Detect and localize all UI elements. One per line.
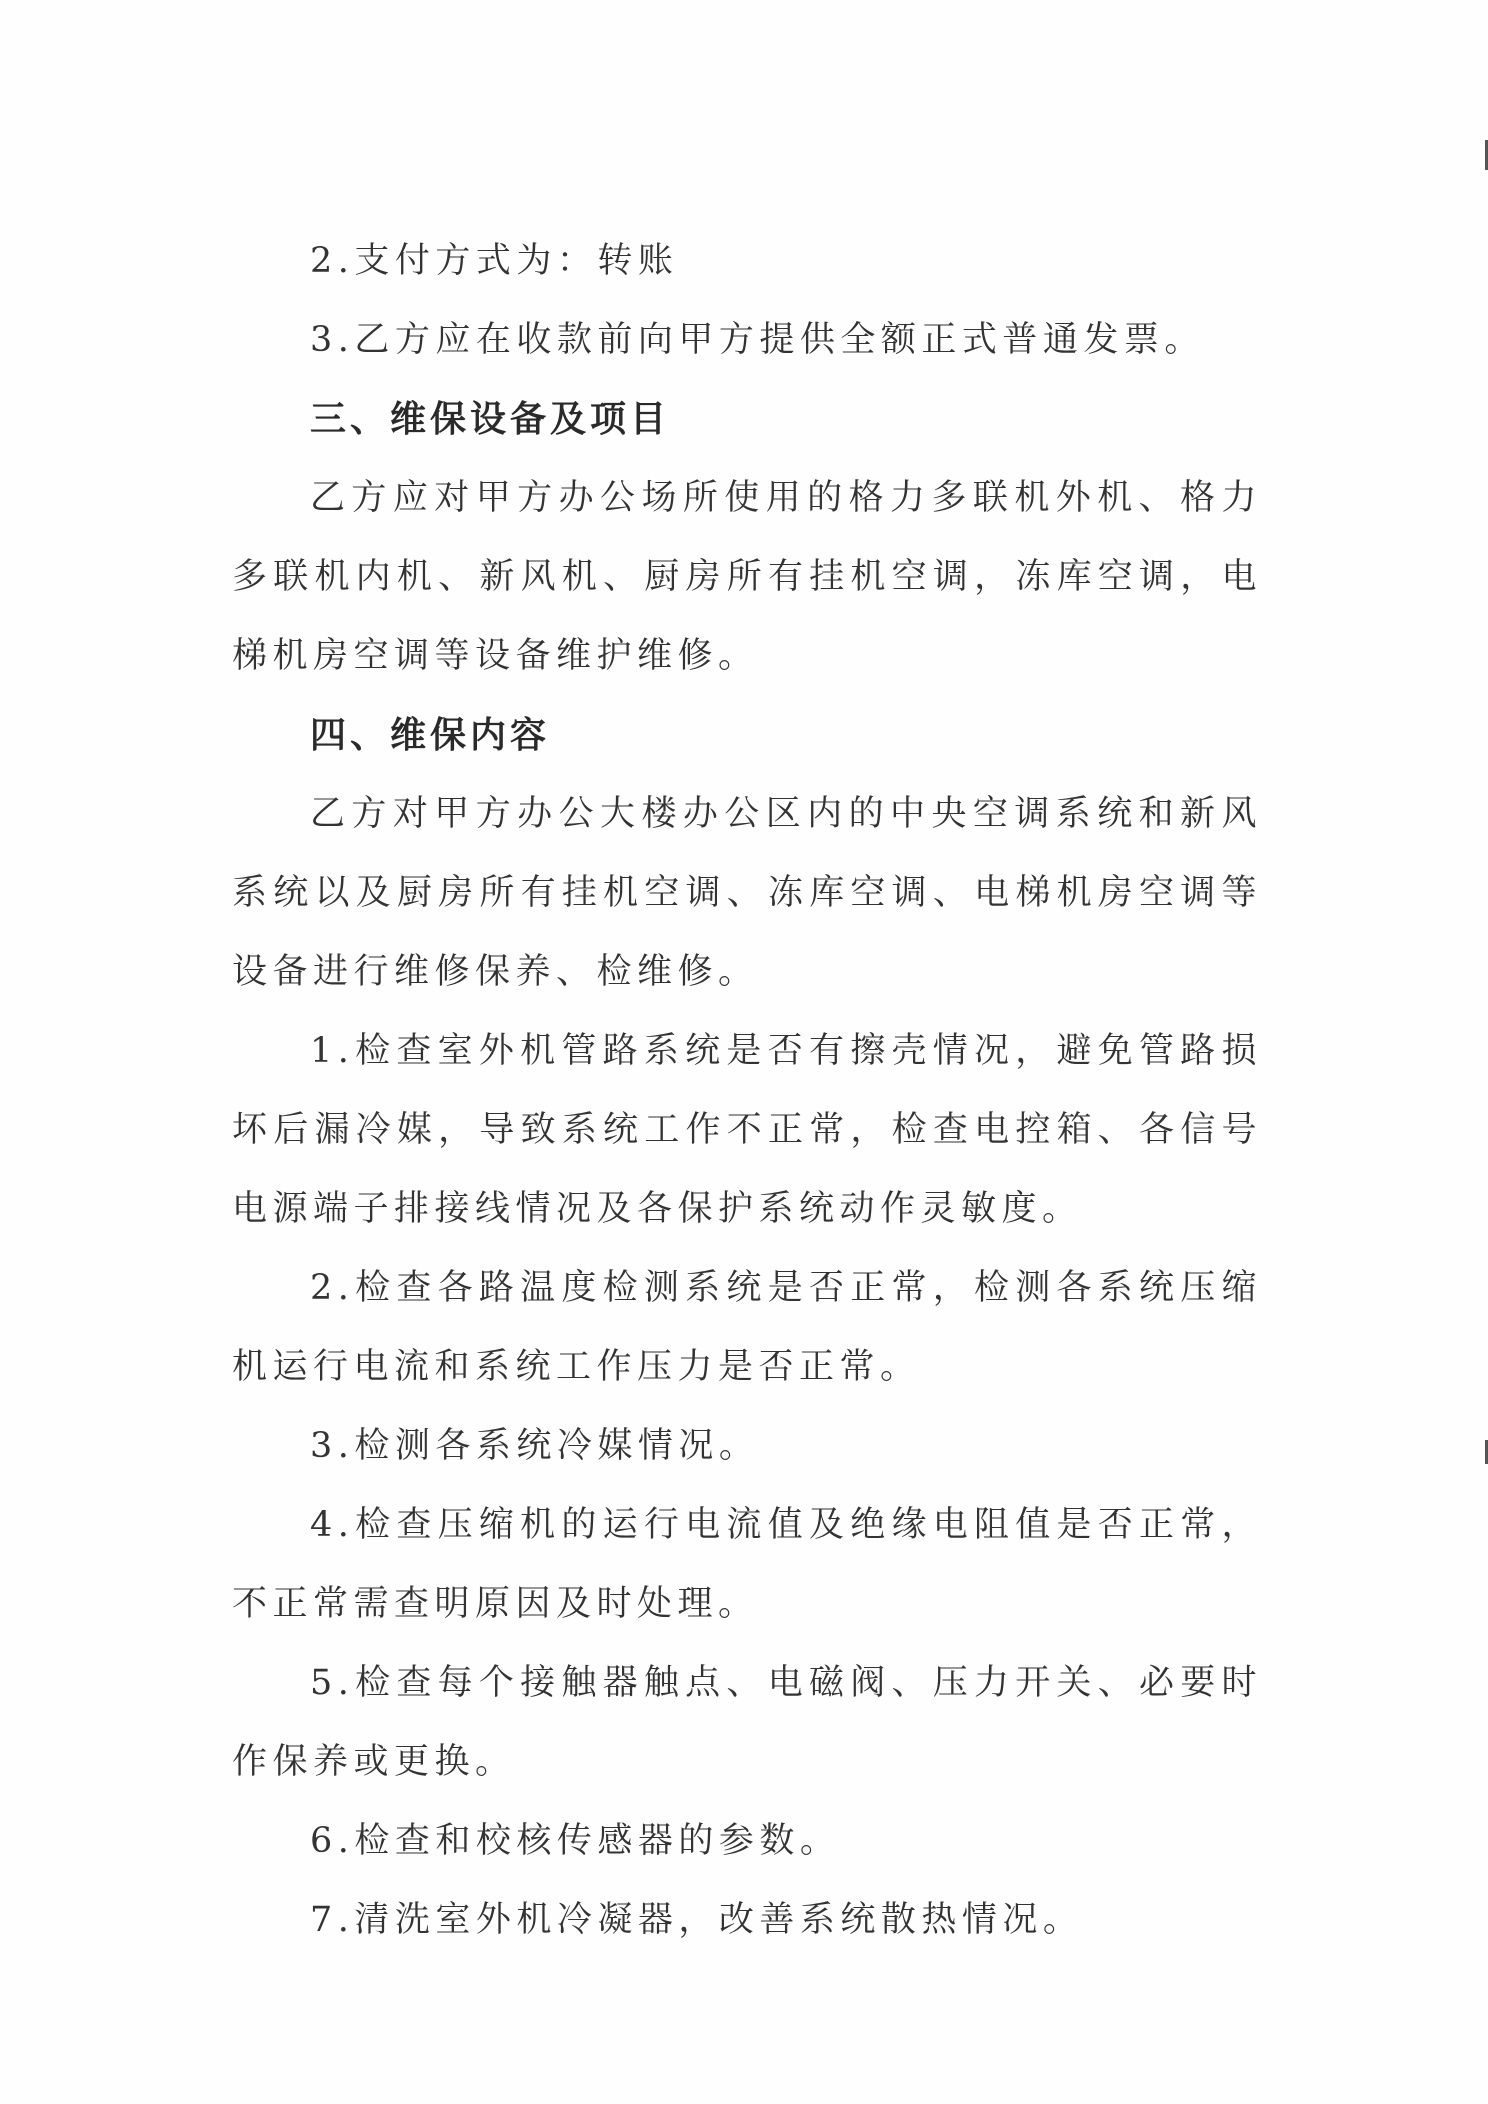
section-heading-content: 四、维保内容 (310, 715, 551, 756)
content-item-1: 1.检查室外机管路系统是否有擦壳情况，避免管路损坏后漏冷媒，导致系统工作不正常，检查电控箱、各信号电源端子排接线情况及各保护系统动作灵敏度。 (232, 1031, 1262, 1229)
content-item-5: 5.检查每个接触器触点、电磁阀、压力开关、必要时作保养或更换。 (232, 1663, 1262, 1782)
content-intro-paragraph: 乙方对甲方办公大楼办公区内的中央空调系统和新风系统以及厨房所有挂机空调、冻库空调、电梯机房空调等设备进行维修保养、检维修。 (232, 794, 1262, 992)
invoice-clause: 3.乙方应在收款前向甲方提供全额正式普通发票。 (310, 320, 1205, 360)
content-item-7: 7.清洗室外机冷凝器，改善系统散热情况。 (310, 1900, 1084, 1940)
document-body (232, 222, 1262, 1960)
content-item-4: 4.检查压缩机的运行电流值及绝缘电阻值是否正常，不正常需查明原因及时处理。 (232, 1505, 1262, 1624)
payment-method-clause: 2.支付方式为：转账 (310, 241, 679, 281)
equipment-paragraph: 乙方应对甲方办公场所使用的格力多联机外机、格力多联机内机、新风机、厨房所有挂机空调，冻库空调，电梯机房空调等设备维护维修。 (232, 478, 1262, 676)
content-item-6: 6.检查和校核传感器的参数。 (310, 1821, 841, 1861)
content-item-2: 2.检查各路温度检测系统是否正常，检测各系统压缩机运行电流和系统工作压力是否正常。 (232, 1268, 1262, 1387)
section-heading-equipment: 三、维保设备及项目 (310, 399, 671, 440)
content-item-3: 3.检测各系统冷媒情况。 (310, 1426, 760, 1466)
